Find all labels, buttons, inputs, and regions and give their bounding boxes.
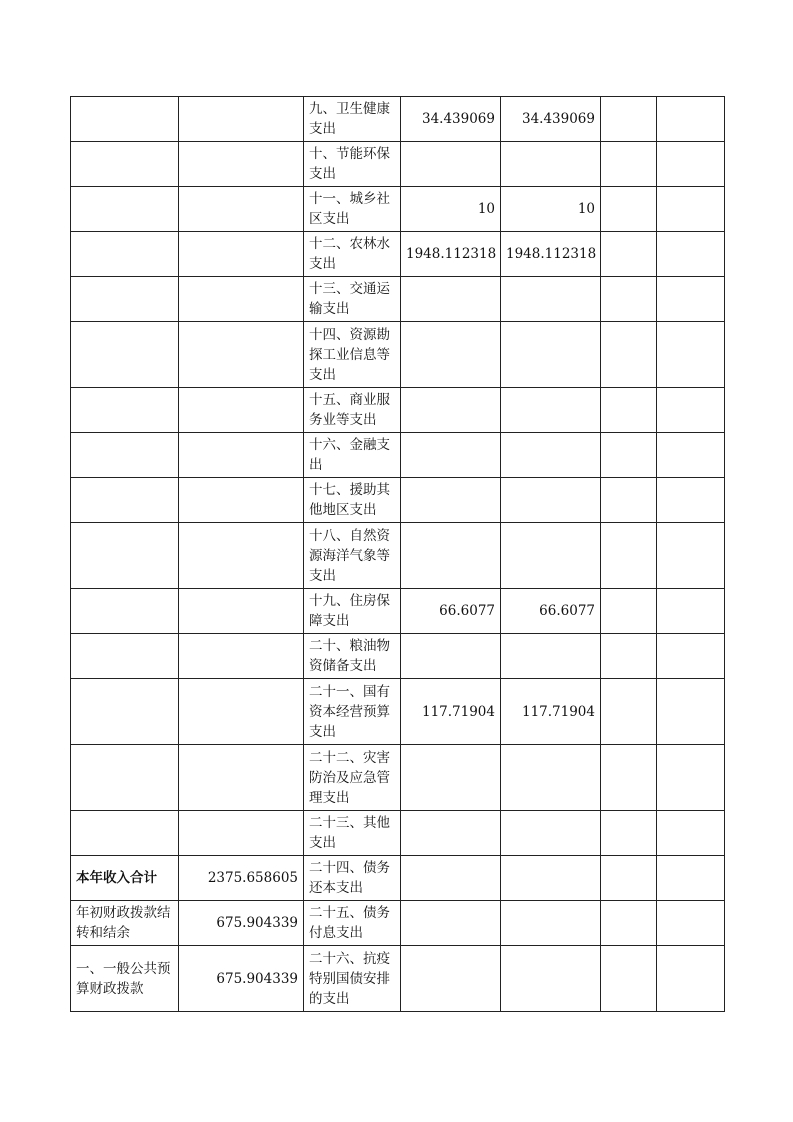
expense-item-cell: 十二、农林水支出: [304, 232, 401, 277]
income-item-cell: [71, 187, 179, 232]
income-amount-cell: [179, 433, 304, 478]
general-budget-cell: [501, 277, 601, 322]
general-budget-cell: [501, 322, 601, 388]
table-row: [71, 811, 725, 856]
table-row: [71, 679, 725, 745]
expense-total-cell: [401, 745, 501, 811]
state-capital-cell: [657, 322, 725, 388]
gov-fund-cell: [601, 388, 657, 433]
table-row: [71, 946, 725, 1012]
general-budget-cell: [501, 634, 601, 679]
income-item-cell: [71, 679, 179, 745]
general-budget-cell: 10: [501, 187, 601, 232]
state-capital-cell: [657, 745, 725, 811]
table-row: [71, 589, 725, 634]
expense-total-cell: [401, 433, 501, 478]
general-budget-cell: 1948.112318: [501, 232, 601, 277]
income-amount-cell: 675.904339: [179, 946, 304, 1012]
gov-fund-cell: [601, 433, 657, 478]
expense-item-cell: 二十三、其他支出: [304, 811, 401, 856]
expense-item-cell: 十、节能环保支出: [304, 142, 401, 187]
expense-item-cell: 十一、城乡社区支出: [304, 187, 401, 232]
table-row: [71, 97, 725, 142]
gov-fund-cell: [601, 97, 657, 142]
income-item-cell: [71, 277, 179, 322]
state-capital-cell: [657, 811, 725, 856]
gov-fund-cell: [601, 277, 657, 322]
income-amount-cell: [179, 811, 304, 856]
table-row: [71, 901, 725, 946]
income-amount-cell: 2375.658605: [179, 856, 304, 901]
table-row: [71, 523, 725, 589]
expense-total-cell: [401, 523, 501, 589]
expense-total-cell: [401, 478, 501, 523]
expense-total-cell: [401, 322, 501, 388]
income-item-cell: [71, 589, 179, 634]
state-capital-cell: [657, 523, 725, 589]
gov-fund-cell: [601, 232, 657, 277]
income-amount-cell: 675.904339: [179, 901, 304, 946]
gov-fund-cell: [601, 679, 657, 745]
general-budget-cell: [501, 388, 601, 433]
expense-total-cell: [401, 388, 501, 433]
income-item-cell: [71, 634, 179, 679]
income-amount-cell: [179, 478, 304, 523]
expense-total-cell: [401, 142, 501, 187]
income-amount-cell: [179, 679, 304, 745]
expense-total-cell: 66.6077: [401, 589, 501, 634]
state-capital-cell: [657, 856, 725, 901]
income-amount-cell: [179, 745, 304, 811]
gov-fund-cell: [601, 142, 657, 187]
income-item-cell: [71, 745, 179, 811]
state-capital-cell: [657, 232, 725, 277]
expense-item-cell: 十四、资源勘探工业信息等支出: [304, 322, 401, 388]
expense-item-cell: 二十六、抗疫特别国债安排的支出: [304, 946, 401, 1012]
income-item-cell: 一、一般公共预算财政拨款: [71, 946, 179, 1012]
income-amount-cell: [179, 589, 304, 634]
expense-item-cell: 九、卫生健康支出: [304, 97, 401, 142]
table-row: [71, 322, 725, 388]
state-capital-cell: [657, 277, 725, 322]
general-budget-cell: 66.6077: [501, 589, 601, 634]
general-budget-cell: [501, 142, 601, 187]
income-item-cell: [71, 478, 179, 523]
income-amount-cell: [179, 277, 304, 322]
expense-total-cell: [401, 277, 501, 322]
expense-item-cell: 二十、粮油物资储备支出: [304, 634, 401, 679]
general-budget-cell: [501, 901, 601, 946]
income-amount-cell: [179, 232, 304, 277]
income-item-cell: 本年收入合计: [71, 856, 179, 901]
income-amount-cell: [179, 97, 304, 142]
general-budget-cell: [501, 523, 601, 589]
gov-fund-cell: [601, 811, 657, 856]
state-capital-cell: [657, 901, 725, 946]
state-capital-cell: [657, 142, 725, 187]
expense-item-cell: 二十一、国有资本经营预算支出: [304, 679, 401, 745]
table-row: [71, 187, 725, 232]
expense-item-cell: 十七、援助其他地区支出: [304, 478, 401, 523]
expense-item-cell: 二十四、债务还本支出: [304, 856, 401, 901]
state-capital-cell: [657, 946, 725, 1012]
gov-fund-cell: [601, 322, 657, 388]
expense-total-cell: [401, 856, 501, 901]
table-row: [71, 277, 725, 322]
general-budget-cell: [501, 478, 601, 523]
gov-fund-cell: [601, 901, 657, 946]
general-budget-cell: [501, 745, 601, 811]
income-amount-cell: [179, 634, 304, 679]
income-amount-cell: [179, 523, 304, 589]
state-capital-cell: [657, 589, 725, 634]
gov-fund-cell: [601, 745, 657, 811]
expense-item-cell: 二十二、灾害防治及应急管理支出: [304, 745, 401, 811]
gov-fund-cell: [601, 856, 657, 901]
general-budget-cell: 117.71904: [501, 679, 601, 745]
expense-item-cell: 二十五、债务付息支出: [304, 901, 401, 946]
general-budget-cell: [501, 856, 601, 901]
table-row: [71, 388, 725, 433]
table-row: [71, 142, 725, 187]
income-item-cell: [71, 232, 179, 277]
state-capital-cell: [657, 679, 725, 745]
income-item-cell: 年初财政拨款结转和结余: [71, 901, 179, 946]
state-capital-cell: [657, 634, 725, 679]
general-budget-cell: [501, 811, 601, 856]
income-amount-cell: [179, 187, 304, 232]
table-row: [71, 478, 725, 523]
expense-total-cell: [401, 946, 501, 1012]
general-budget-cell: 34.439069: [501, 97, 601, 142]
expense-total-cell: 1948.112318: [401, 232, 501, 277]
gov-fund-cell: [601, 478, 657, 523]
expense-total-cell: [401, 811, 501, 856]
income-item-cell: [71, 811, 179, 856]
table-row: [71, 634, 725, 679]
gov-fund-cell: [601, 589, 657, 634]
gov-fund-cell: [601, 523, 657, 589]
income-item-cell: [71, 142, 179, 187]
expense-item-cell: 十九、住房保障支出: [304, 589, 401, 634]
budget-table: [70, 96, 725, 1012]
income-item-cell: [71, 388, 179, 433]
state-capital-cell: [657, 97, 725, 142]
table-row: [71, 745, 725, 811]
state-capital-cell: [657, 433, 725, 478]
gov-fund-cell: [601, 946, 657, 1012]
expense-total-cell: [401, 901, 501, 946]
income-amount-cell: [179, 142, 304, 187]
expense-total-cell: [401, 634, 501, 679]
expense-item-cell: 十三、交通运输支出: [304, 277, 401, 322]
table-row: [71, 232, 725, 277]
gov-fund-cell: [601, 187, 657, 232]
table-row: [71, 856, 725, 901]
income-item-cell: [71, 433, 179, 478]
expense-total-cell: 10: [401, 187, 501, 232]
state-capital-cell: [657, 478, 725, 523]
expense-item-cell: 十六、金融支出: [304, 433, 401, 478]
general-budget-cell: [501, 433, 601, 478]
expense-total-cell: 34.439069: [401, 97, 501, 142]
income-item-cell: [71, 523, 179, 589]
gov-fund-cell: [601, 634, 657, 679]
income-item-cell: [71, 97, 179, 142]
income-amount-cell: [179, 322, 304, 388]
general-budget-cell: [501, 946, 601, 1012]
state-capital-cell: [657, 388, 725, 433]
state-capital-cell: [657, 187, 725, 232]
table-row: [71, 433, 725, 478]
income-amount-cell: [179, 388, 304, 433]
expense-item-cell: 十八、自然资源海洋气象等支出: [304, 523, 401, 589]
income-item-cell: [71, 322, 179, 388]
expense-total-cell: 117.71904: [401, 679, 501, 745]
expense-item-cell: 十五、商业服务业等支出: [304, 388, 401, 433]
